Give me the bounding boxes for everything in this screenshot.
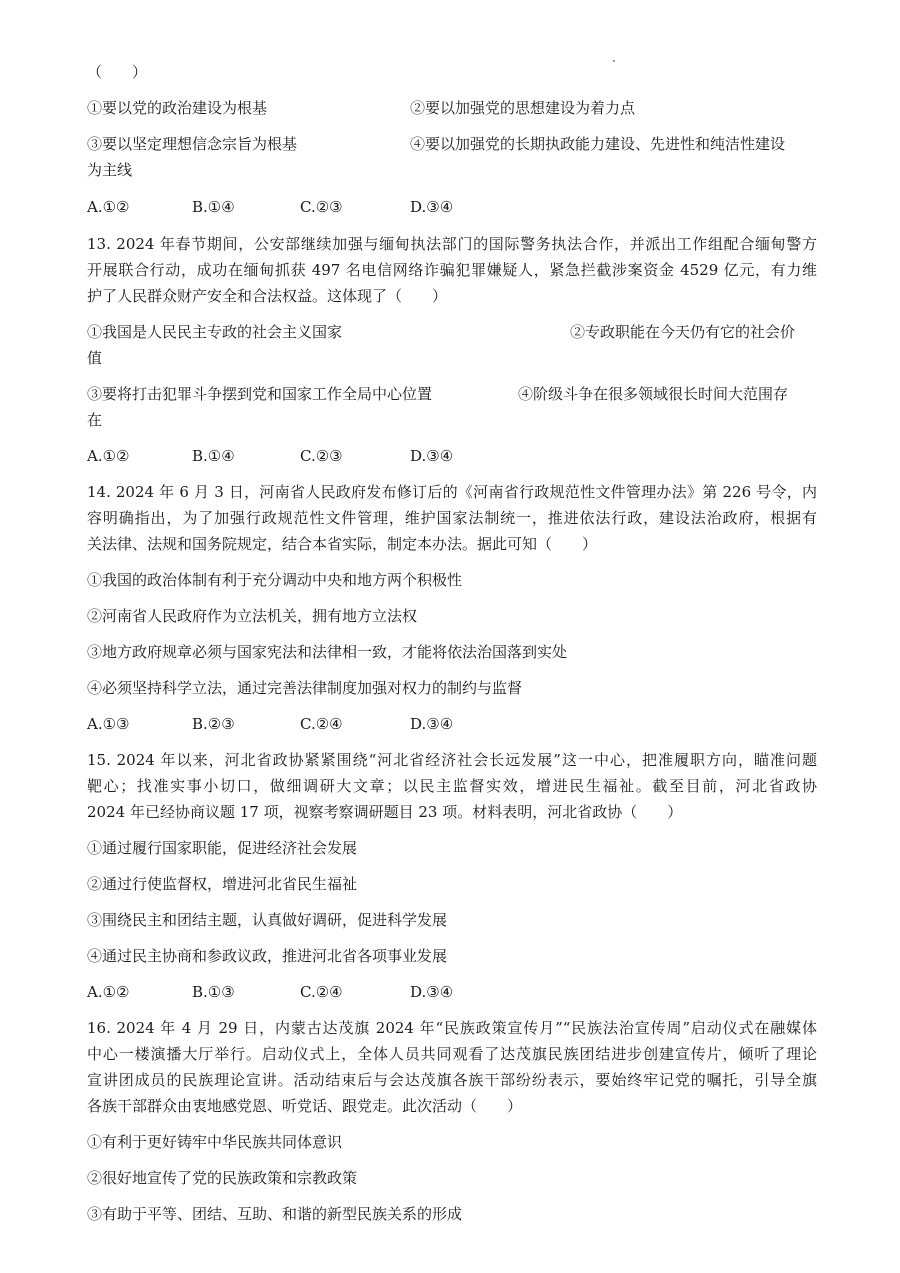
q14-option-3: ③地方政府规章必须与国家宪法和法律相一致，才能将依法治国落到实处 bbox=[87, 643, 568, 661]
q14-choice-a: A.①③ bbox=[87, 715, 130, 733]
q13-option-4-wrap: 在 bbox=[87, 411, 103, 429]
q13-option-4: ④阶级斗争在很多领域很长时间大范围存 bbox=[518, 385, 789, 403]
q16-option-2: ②很好地宣传了党的民族政策和宗教政策 bbox=[87, 1169, 358, 1187]
q15-stem-line-3: 2024 年已经协商议题 17 项，视察考察调研题目 23 项。材料表明，河北省政协（ ） bbox=[87, 803, 683, 821]
q14-choice-b: B.②③ bbox=[192, 715, 235, 733]
top-option-4-wrap: 为主线 bbox=[87, 161, 133, 179]
top-answer-paren: （ ） bbox=[87, 63, 148, 81]
q16-stem-line-3: 宣讲团成员的民族理论宣讲。活动结束后与会达茂旗各族干部纷纷表示，要始终牢记党的嘱托，引导全旗 bbox=[87, 1071, 817, 1089]
q15-option-4: ④通过民主协商和参政议政，推进河北省各项事业发展 bbox=[87, 947, 448, 965]
q15-choice-c: C.②④ bbox=[300, 983, 343, 1001]
q13-choice-b: B.①④ bbox=[192, 447, 235, 465]
q14-stem-line-1: 14. 2024 年 6 月 3 日，河南省人民政府发布修订后的《河南省行政规范性文件管理办法》第 226 号令，内 bbox=[87, 483, 817, 501]
q14-option-2: ②河南省人民政府作为立法机关，拥有地方立法权 bbox=[87, 607, 418, 625]
q13-choice-a: A.①② bbox=[87, 447, 130, 465]
top-option-2: ②要以加强党的思想建设为着力点 bbox=[410, 99, 636, 117]
scan-speck bbox=[613, 60, 615, 62]
q15-choice-a: A.①② bbox=[87, 983, 130, 1001]
q13-stem-line-3: 护了人民群众财产安全和合法权益。这体现了（ ） bbox=[87, 287, 448, 305]
q14-choice-d: D.③④ bbox=[410, 715, 454, 733]
q16-stem-line-1: 16. 2024 年 4 月 29 日，内蒙古达茂旗 2024 年“民族政策宣传月”“民族法治宣传周”启动仪式在融媒体 bbox=[87, 1019, 817, 1037]
q15-stem-line-2: 靶心；找准实事小切口，做细调研大文章；以民主监督实效，增进民生福祉。截至目前，河北省政协 bbox=[87, 777, 817, 795]
q13-option-1: ①我国是人民民主专政的社会主义国家 bbox=[87, 323, 343, 341]
q15-choice-b: B.①③ bbox=[192, 983, 235, 1001]
q16-stem-line-4: 各族干部群众由衷地感党恩、听党话、跟党走。此次活动（ ） bbox=[87, 1097, 523, 1115]
q16-option-3: ③有助于平等、团结、互助、和谐的新型民族关系的形成 bbox=[87, 1205, 463, 1223]
q13-choice-d: D.③④ bbox=[410, 447, 454, 465]
top-choice-b: B.①④ bbox=[192, 198, 235, 216]
top-choice-d: D.③④ bbox=[410, 198, 454, 216]
top-choice-c: C.②③ bbox=[300, 198, 343, 216]
q13-option-3: ③要将打击犯罪斗争摆到党和国家工作全局中心位置 bbox=[87, 385, 433, 403]
top-option-3: ③要以坚定理想信念宗旨为根基 bbox=[87, 135, 298, 153]
q15-option-3: ③围绕民主和团结主题，认真做好调研，促进科学发展 bbox=[87, 911, 448, 929]
q16-option-1: ①有利于更好铸牢中华民族共同体意识 bbox=[87, 1133, 343, 1151]
q15-choice-d: D.③④ bbox=[410, 983, 454, 1001]
q15-option-1: ①通过履行国家职能，促进经济社会发展 bbox=[87, 839, 358, 857]
q14-choice-c: C.②④ bbox=[300, 715, 343, 733]
q15-option-2: ②通过行使监督权，增进河北省民生福祉 bbox=[87, 875, 358, 893]
q13-choice-c: C.②③ bbox=[300, 447, 343, 465]
q13-option-2: ②专政职能在今天仍有它的社会价 bbox=[570, 323, 796, 341]
top-choice-a: A.①② bbox=[87, 198, 130, 216]
q15-stem-line-1: 15. 2024 年以来，河北省政协紧紧围绕“河北省经济社会长远发展”这一中心，把准履职方向，瞄准问题 bbox=[87, 751, 817, 769]
top-option-4: ④要以加强党的长期执政能力建设、先进性和纯洁性建设 bbox=[410, 135, 786, 153]
q14-option-4: ④必须坚持科学立法，通过完善法律制度加强对权力的制约与监督 bbox=[87, 679, 523, 697]
top-option-1: ①要以党的政治建设为根基 bbox=[87, 99, 268, 117]
q16-stem-line-2: 中心一楼演播大厅举行。启动仪式上，全体人员共同观看了达茂旗民族团结进步创建宣传片，倾听了理论 bbox=[87, 1045, 817, 1063]
q14-stem-line-2: 容明确指出，为了加强行政规范性文件管理，维护国家法制统一，推进依法行政，建设法治政府，根据有 bbox=[87, 509, 817, 527]
q13-option-2-wrap: 值 bbox=[87, 349, 103, 367]
q14-stem-line-3: 关法律、法规和国务院规定，结合本省实际，制定本办法。据此可知（ ） bbox=[87, 535, 598, 553]
q14-option-1: ①我国的政治体制有利于充分调动中央和地方两个积极性 bbox=[87, 571, 463, 589]
q13-stem-line-1: 13. 2024 年春节期间，公安部继续加强与缅甸执法部门的国际警务执法合作，并派出工作组配合缅甸警方 bbox=[87, 235, 817, 253]
q13-stem-line-2: 开展联合行动，成功在缅甸抓获 497 名电信网络诈骗犯罪嫌疑人，紧急拦截涉案资金 4529 亿元，有力维 bbox=[87, 261, 817, 279]
